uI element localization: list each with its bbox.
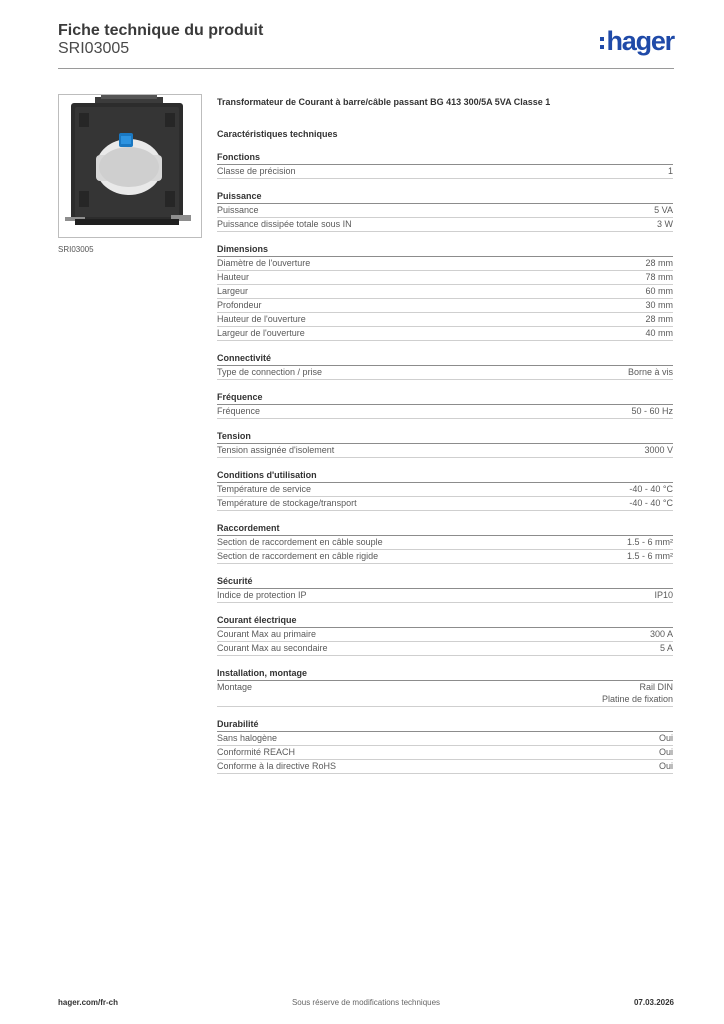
spec-label: Indice de protection IP bbox=[217, 590, 307, 600]
section-heading: Caractéristiques techniques bbox=[217, 129, 338, 139]
spec-label: Puissance dissipée totale sous IN bbox=[217, 219, 352, 229]
spec-row bbox=[217, 313, 673, 327]
spec-row bbox=[217, 628, 673, 642]
spec-row bbox=[217, 642, 673, 656]
spec-label: Largeur de l'ouverture bbox=[217, 328, 305, 338]
spec-label: Fréquence bbox=[217, 406, 261, 416]
spec-value: 300 A bbox=[649, 629, 673, 639]
spec-group bbox=[217, 191, 673, 232]
spec-group bbox=[217, 392, 673, 419]
spec-label: Conformité REACH bbox=[217, 747, 296, 757]
spec-group-title: Installation, montage bbox=[217, 668, 673, 681]
spec-value: -40 - 40 °C bbox=[629, 484, 673, 494]
spec-group bbox=[217, 244, 673, 341]
spec-label: Hauteur de l'ouverture bbox=[217, 314, 306, 324]
spec-group bbox=[217, 576, 673, 603]
spec-group bbox=[217, 523, 673, 564]
spec-label: Profondeur bbox=[217, 300, 262, 310]
spec-value: 1 bbox=[667, 166, 673, 176]
spec-row bbox=[217, 497, 673, 511]
spec-group bbox=[217, 615, 673, 656]
spec-row bbox=[217, 536, 673, 550]
spec-group-title: Conditions d'utilisation bbox=[217, 470, 673, 483]
spec-label: Diamètre de l'ouverture bbox=[217, 258, 311, 268]
logo-dots bbox=[600, 37, 604, 49]
spec-value: Oui bbox=[658, 761, 673, 771]
spec-group bbox=[217, 353, 673, 380]
spec-group-title: Fréquence bbox=[217, 392, 673, 405]
spec-row bbox=[217, 483, 673, 497]
spec-value: 30 mm bbox=[645, 300, 673, 310]
spec-row bbox=[217, 218, 673, 232]
spec-value: -40 - 40 °C bbox=[629, 498, 673, 508]
product-description: Transformateur de Courant à barre/câble passant BG 413 300/5A 5VA Classe 1 bbox=[217, 97, 551, 107]
spec-row bbox=[217, 681, 673, 707]
spec-value: 3 W bbox=[656, 219, 673, 229]
spec-row bbox=[217, 165, 673, 179]
spec-row bbox=[217, 589, 673, 603]
spec-group-title: Fonctions bbox=[217, 152, 673, 165]
specifications bbox=[217, 96, 673, 774]
spec-value: 40 mm bbox=[645, 328, 673, 338]
spec-value: 1.5 - 6 mm² bbox=[626, 537, 673, 547]
spec-value: 28 mm bbox=[645, 258, 673, 268]
spec-label: Largeur bbox=[217, 286, 249, 296]
spec-label: Température de stockage/transport bbox=[217, 498, 357, 508]
spec-group bbox=[217, 668, 673, 707]
spec-group-title: Puissance bbox=[217, 191, 673, 204]
spec-label: Classe de précision bbox=[217, 166, 296, 176]
spec-value: Oui bbox=[658, 747, 673, 757]
spec-group bbox=[217, 719, 673, 774]
spec-group-title: Tension bbox=[217, 431, 673, 444]
page-header bbox=[58, 20, 674, 69]
spec-label: Hauteur bbox=[217, 272, 250, 282]
spec-value: Rail DIN Platine de fixation bbox=[601, 682, 673, 704]
spec-value: 78 mm bbox=[645, 272, 673, 282]
spec-group bbox=[217, 152, 673, 179]
spec-label: Section de raccordement en câble souple bbox=[217, 537, 383, 547]
spec-value: Borne à vis bbox=[627, 367, 673, 377]
product-reference: SRI03005 bbox=[58, 40, 130, 57]
spec-label: Puissance bbox=[217, 205, 259, 215]
logo-text: hager bbox=[606, 25, 674, 56]
spec-label: Type de connection / prise bbox=[217, 367, 323, 377]
page-title: Fiche technique du produit bbox=[58, 22, 264, 39]
spec-group-title: Connectivité bbox=[217, 353, 673, 366]
spec-row bbox=[217, 299, 673, 313]
spec-row bbox=[217, 366, 673, 380]
spec-value: Oui bbox=[658, 733, 673, 743]
spec-group-title: Raccordement bbox=[217, 523, 673, 536]
spec-row bbox=[217, 285, 673, 299]
current-transformer-illustration bbox=[59, 95, 201, 237]
spec-label: Section de raccordement en câble rigide bbox=[217, 551, 379, 561]
product-image bbox=[58, 94, 202, 238]
spec-group-title: Sécurité bbox=[217, 576, 673, 589]
footer-date: 07.03.2026 bbox=[633, 998, 674, 1007]
hager-logo[interactable] bbox=[600, 26, 674, 56]
spec-row bbox=[217, 327, 673, 341]
spec-row bbox=[217, 257, 673, 271]
spec-row bbox=[217, 550, 673, 564]
spec-group bbox=[217, 431, 673, 458]
spec-row bbox=[217, 760, 673, 774]
spec-row bbox=[217, 732, 673, 746]
spec-group-title: Durabilité bbox=[217, 719, 673, 732]
spec-row bbox=[217, 405, 673, 419]
spec-group-title: Dimensions bbox=[217, 244, 673, 257]
spec-value: 60 mm bbox=[645, 286, 673, 296]
spec-value: 1.5 - 6 mm² bbox=[626, 551, 673, 561]
spec-group bbox=[217, 470, 673, 511]
spec-value: 5 A bbox=[659, 643, 673, 653]
spec-value: 50 - 60 Hz bbox=[631, 406, 673, 416]
spec-groups bbox=[217, 152, 673, 774]
spec-label: Température de service bbox=[217, 484, 312, 494]
spec-label: Courant Max au secondaire bbox=[217, 643, 328, 653]
spec-label: Sans halogène bbox=[217, 733, 278, 743]
image-caption: SRI03005 bbox=[58, 245, 94, 254]
spec-label: Courant Max au primaire bbox=[217, 629, 317, 639]
spec-label: Conforme à la directive RoHS bbox=[217, 761, 337, 771]
spec-row bbox=[217, 204, 673, 218]
spec-label: Montage bbox=[217, 682, 253, 692]
spec-group-title: Courant électrique bbox=[217, 615, 673, 628]
spec-value: 5 VA bbox=[654, 205, 673, 215]
spec-label: Tension assignée d'isolement bbox=[217, 445, 335, 455]
spec-row bbox=[217, 746, 673, 760]
spec-value: 28 mm bbox=[645, 314, 673, 324]
spec-value: 3000 V bbox=[644, 445, 673, 455]
spec-row bbox=[217, 271, 673, 285]
footer-disclaimer: Sous réserve de modifications techniques bbox=[291, 998, 441, 1007]
spec-value: IP10 bbox=[654, 590, 673, 600]
footer-website-link[interactable]: hager.com/fr-ch bbox=[58, 998, 119, 1007]
spec-row bbox=[217, 444, 673, 458]
